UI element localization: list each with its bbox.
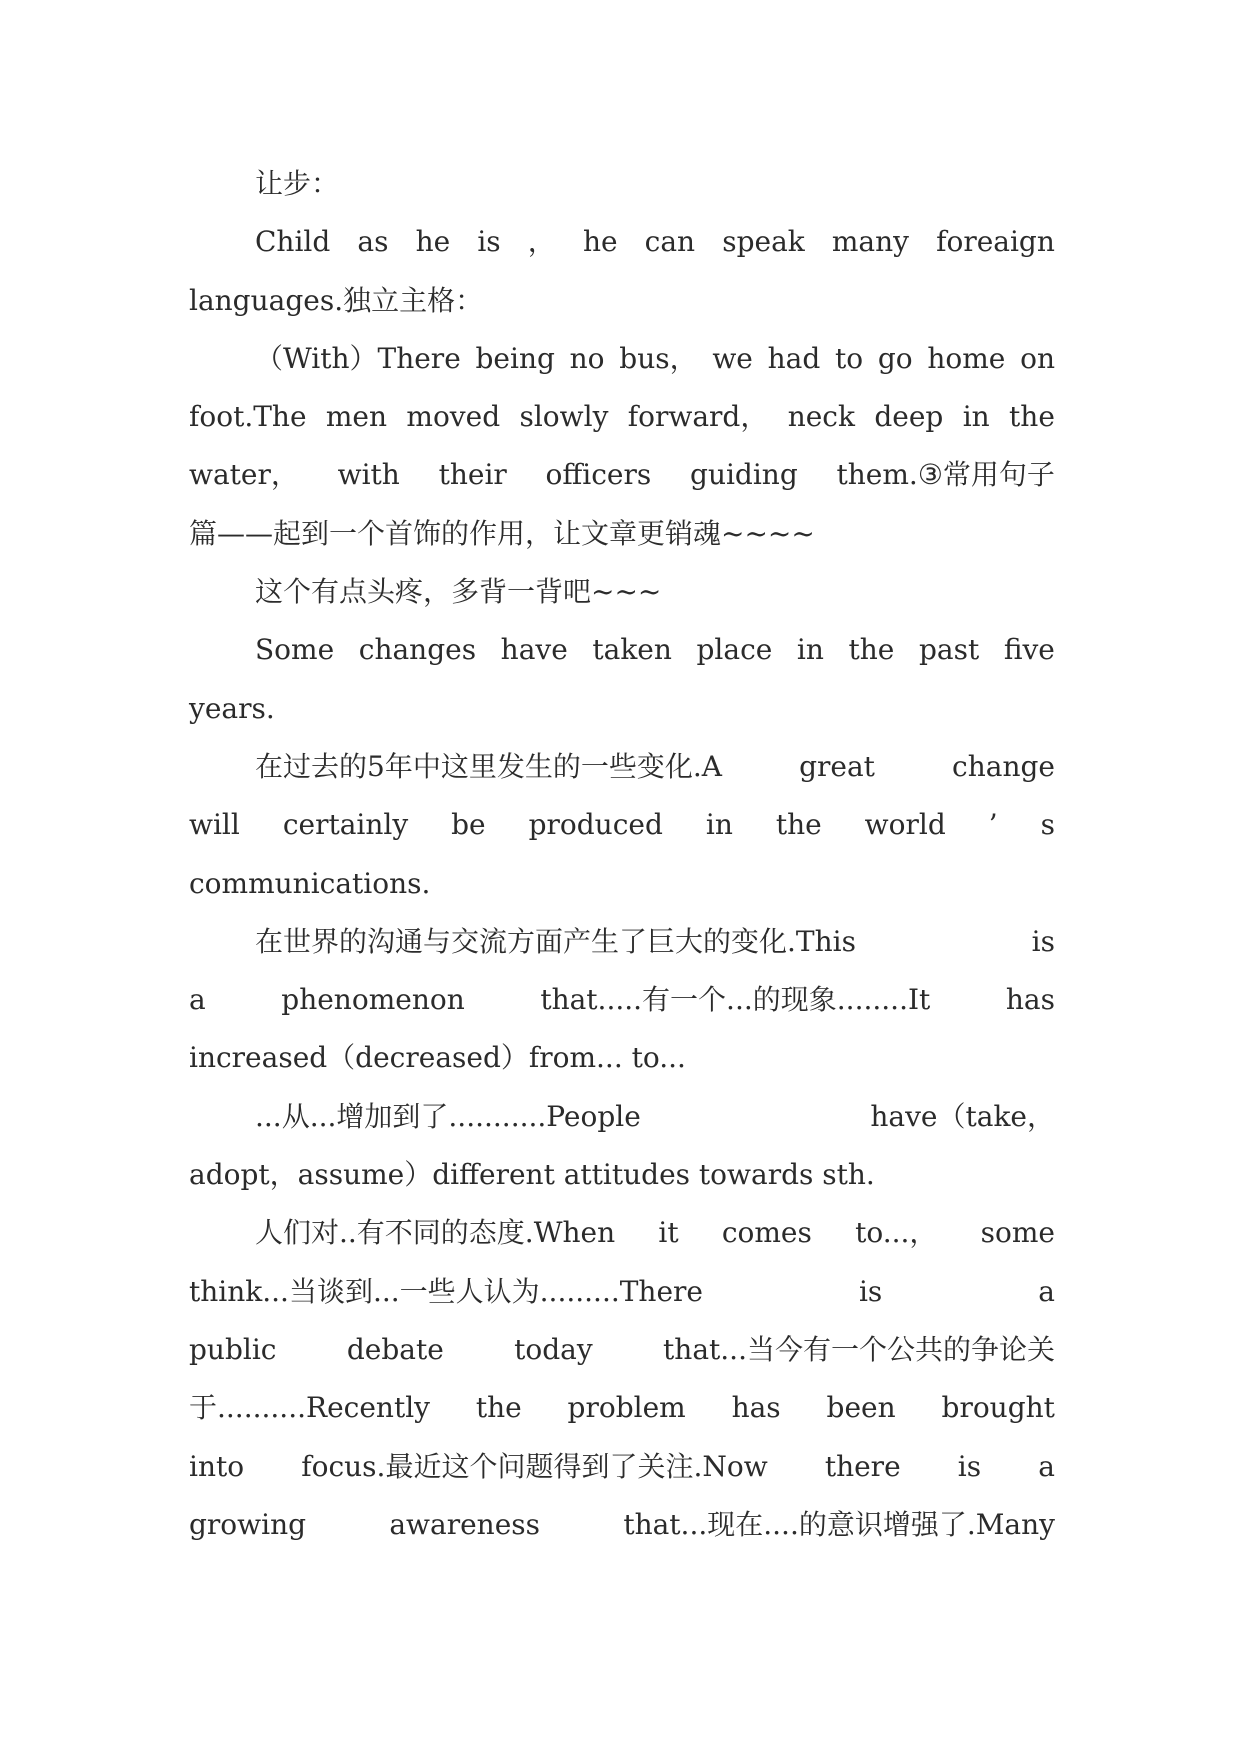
word: he	[582, 225, 618, 259]
text-line	[189, 1496, 1055, 1554]
word: （With）There	[255, 341, 461, 375]
word: he	[415, 225, 451, 259]
word: home	[927, 341, 1006, 375]
word: ...从...增加到了...........People	[255, 1099, 641, 1133]
word: phenomenon	[281, 983, 465, 1017]
text-line	[189, 1379, 1055, 1437]
word: guiding	[690, 458, 798, 492]
word: is	[477, 225, 501, 259]
text-line: years.	[189, 691, 275, 725]
text-line	[189, 330, 1055, 388]
word: a	[1038, 1274, 1055, 1308]
word: deep	[874, 400, 944, 434]
word: had	[767, 341, 821, 375]
word: that.....有一个...的现象........It	[540, 983, 931, 1017]
word: been	[826, 1391, 896, 1425]
word: awareness	[389, 1507, 541, 1541]
document-body	[189, 155, 1055, 1554]
word: ，	[527, 225, 556, 259]
word: men	[325, 400, 388, 434]
text-line: 篇——起到一个首饰的作用，让文章更销魂~~~~	[189, 516, 815, 550]
word: debate	[346, 1332, 444, 1366]
word: will	[189, 808, 240, 842]
word: Child	[255, 225, 331, 259]
text-line	[189, 446, 1055, 504]
word: them.③常用句子	[836, 458, 1055, 492]
word: the	[475, 1391, 522, 1425]
word: being	[475, 341, 555, 375]
word: some	[980, 1216, 1055, 1250]
word: great	[799, 749, 875, 783]
word: changes	[358, 633, 477, 667]
word: think...当谈到...一些人认为.........There	[189, 1274, 703, 1308]
text-line: 让步：	[255, 167, 340, 200]
word: as	[357, 225, 389, 259]
word: a	[189, 983, 206, 1017]
word: with	[337, 458, 400, 492]
text-line: communications.	[189, 866, 431, 900]
text-line	[189, 213, 1055, 271]
word: have	[500, 633, 568, 667]
word: today	[514, 1332, 593, 1366]
word: many	[831, 225, 909, 259]
word: we	[712, 341, 753, 375]
word: five	[1003, 633, 1055, 667]
word: is	[957, 1449, 982, 1483]
text-line	[189, 738, 1055, 796]
text-line	[189, 1088, 1055, 1146]
word: s	[1040, 808, 1055, 842]
word: the	[1009, 400, 1055, 434]
word: slowly	[519, 400, 609, 434]
word: forward，	[627, 400, 769, 434]
word: produced	[528, 808, 663, 842]
word: has	[1005, 983, 1055, 1017]
word: past	[918, 633, 980, 667]
text-line: increased（decreased）from... to...	[189, 1041, 686, 1075]
word: a	[1038, 1449, 1055, 1483]
word: be	[451, 808, 486, 842]
word: moved	[406, 400, 501, 434]
text-line: 这个有点头疼，多背一背吧~~~	[255, 575, 662, 609]
word: no	[569, 341, 605, 375]
word: to	[835, 341, 864, 375]
text-line	[189, 1263, 1055, 1321]
word: world	[864, 808, 946, 842]
word: place	[696, 633, 773, 667]
word: is	[1031, 924, 1055, 958]
word: on	[1020, 341, 1055, 375]
word: growing	[189, 1507, 307, 1541]
word: have（take，	[870, 1099, 1055, 1133]
text-line	[189, 913, 1055, 971]
word: in	[705, 808, 733, 842]
word: speak	[722, 225, 805, 259]
word: certainly	[282, 808, 409, 842]
word: in	[962, 400, 990, 434]
word: change	[952, 749, 1055, 783]
word: it	[658, 1216, 679, 1250]
text-line: adopt，assume）different attitudes towards sth.	[189, 1158, 875, 1192]
word: can	[644, 225, 696, 259]
word: foot.The	[189, 400, 307, 434]
word: in	[796, 633, 824, 667]
word: their	[438, 458, 507, 492]
word: taken	[592, 633, 672, 667]
word: 人们对..有不同的态度.When	[255, 1216, 616, 1250]
word: that...现在....的意识增强了.Many	[623, 1507, 1055, 1541]
word: foreaign	[936, 225, 1055, 259]
word: 于..........Recently	[189, 1391, 430, 1425]
word: brought	[941, 1391, 1055, 1425]
text-line	[189, 388, 1055, 446]
text-line	[189, 1438, 1055, 1496]
word: ’	[988, 808, 998, 842]
word: the	[848, 633, 895, 667]
word: bus，	[619, 341, 698, 375]
word: has	[731, 1391, 781, 1425]
text-line: languages.独立主格：	[189, 283, 484, 317]
word: 在过去的5年中这里发生的一些变化.A	[255, 749, 722, 783]
word: that...当今有一个公共的争论关	[663, 1332, 1055, 1366]
word: officers	[545, 458, 652, 492]
word: 在世界的沟通与交流方面产生了巨大的变化.This	[255, 924, 856, 958]
text-line	[189, 621, 1055, 679]
word: is	[858, 1274, 883, 1308]
word: comes	[721, 1216, 812, 1250]
word: to...，	[855, 1216, 938, 1250]
word: go	[877, 341, 913, 375]
word: into	[189, 1449, 245, 1483]
word: public	[189, 1332, 277, 1366]
text-line	[189, 971, 1055, 1029]
word: Some	[255, 633, 335, 667]
word: there	[824, 1449, 901, 1483]
word: the	[775, 808, 822, 842]
word: water，	[189, 458, 299, 492]
text-line	[189, 1204, 1055, 1262]
word: problem	[567, 1391, 686, 1425]
word: neck	[787, 400, 855, 434]
word: focus.最近这个问题得到了关注.Now	[301, 1449, 768, 1483]
text-line	[189, 1321, 1055, 1379]
text-line	[189, 796, 1055, 854]
